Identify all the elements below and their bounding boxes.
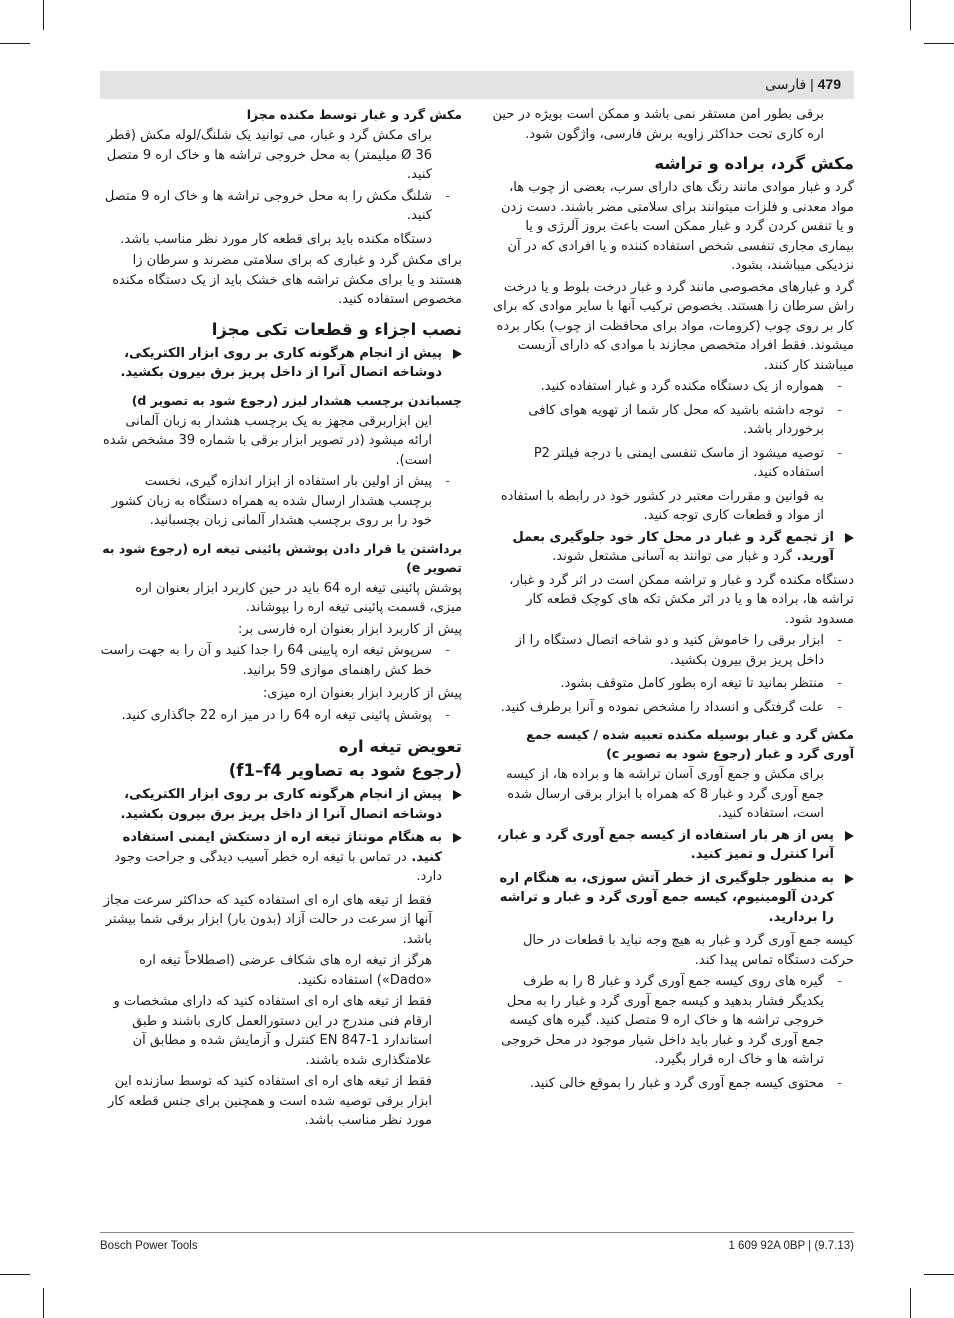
section-heading-bag: مکش گرد و غبار بوسیله مکنده تعبیه شده / کیسه جمع آوری گرد و غبار (رجوع شود به تصویر c) [526, 727, 854, 761]
list-item: - شلنگ مکش را به محل خروجی تراشه ها و خاک اره 9 متصل کنید. [100, 187, 462, 226]
warning-triangle-icon [845, 874, 854, 884]
paragraph: پیش از کاربرد ابزار بعنوان اره فارسی بر: [238, 621, 462, 637]
paragraph: فقط از تیغه های اره ای استفاده کنید که دارای مشخصات و ارقام فنی مندرج در این دستورالعمل کاری باشند و طبق استاندارد EN 847-1 کنترل و آزمایش شده و مطابق آن علامتگذاری شده باشند. [113, 994, 432, 1068]
footer-rule [100, 1232, 854, 1233]
warning-text-rest: گرد و غبار می توانند به آسانی مشتعل شوند. [552, 549, 793, 564]
list-item: - علت گرفتگی و انسداد را مشخص نموده و آنرا برطرف کنید. [492, 698, 854, 718]
paragraph: پیش از کاربرد ابزار بعنوان اره میزی: [262, 686, 462, 701]
paragraph: به قوانین و مقررات معتبر در کشور خود در رابطه با استفاده از مواد و قطعات کاری توجه کنید. [500, 488, 824, 523]
paragraph: پوشش پائینی تیغه اره 64 باید در حین کاربرد ابزار بعنوان اره میزی، قسمت پائینی تیغه اره را بپوشاند. [135, 580, 462, 615]
list-item: - پوشش پائینی تیغه اره 64 را در میز اره 22 جاگذاری کنید. [100, 706, 462, 726]
warning-text: پس از هر بار استفاده از کیسه جمع آوری گرد و غبار، آنرا کنترل و تمیز کنید. [496, 827, 834, 862]
warning-item [100, 828, 462, 887]
paragraph: این ابزاربرقی مجهز به یک برچسب هشدار به زبان آلمانی ارائه میشود (در تصویر ابزار برقی با شماره 39 مشخص شده است). [102, 413, 432, 468]
list-item: - همواره از یک دستگاه مکنده گرد و غبار استفاده کنید. [492, 377, 854, 397]
header-separator: | [806, 76, 814, 92]
warning-item [492, 869, 854, 928]
right-column [492, 105, 854, 1097]
crop-mark [43, 0, 44, 30]
warning-triangle-icon [453, 790, 462, 800]
warning-item [100, 344, 462, 383]
list-item: - توجه داشته باشید که محل کار شما از تهویه هوای کافی برخوردار باشد. [492, 401, 854, 440]
section-heading-lower-cover: برداشتن یا قرار دادن پوشش پائینی تیغه اره (رجوع شود به تصویر e) [102, 540, 462, 575]
crop-mark [924, 43, 954, 44]
crop-mark [43, 1288, 44, 1318]
paragraph: فقط از تیغه های اره ای استفاده کنید که حداکثر سرعت مجاز آنها از سرعت در حالت آزاد (بدون بار) ابزار برقی شما بیشتر باشد. [103, 892, 432, 947]
section-heading-mounting: نصب اجزاء و قطعات تکی مجزا [211, 319, 462, 339]
list-item: - محتوی کیسه جمع آوری گرد و غبار را بموقع خالی کنید. [492, 1074, 854, 1094]
warning-text-rest: در تماس با تیغه اره خطر آسیب دیدگی و جراحت وجود دارد. [114, 849, 442, 884]
paragraph: فقط از تیغه های اره ای استفاده کنید که توسط سازنده این ابزار برقی توصیه شده است و همچنین برای جنس قطعه کار مورد نظر مناسب باشد. [108, 1074, 432, 1128]
section-subheading-replace-blade: (رجوع شود به تصاویر f1–f4) [228, 761, 462, 780]
warning-text: به منظور جلوگیری از خطر آتش سوزی، به هنگام اره کردن آلومینیوم، کیسه جمع آوری گرد و غبار و تراشه را بردارید. [499, 870, 834, 925]
crop-mark [910, 0, 911, 30]
paragraph: کیسه جمع آوری گرد و غبار به هیچ وجه نباید با قطعات در حال حرکت دستگاه تماس پیدا کند. [522, 933, 854, 968]
page-header-bar [100, 71, 854, 99]
paragraph: برقی بطور امن مستقر نمی باشد و ممکن است بویژه در حین اره کاری تحت حداکثر زاویه برش فارسی، واژگون شود. [492, 107, 824, 142]
crop-mark [910, 1288, 911, 1318]
paragraph: برای مکش و جمع آوری آسان تراشه ها و براده ها، از کیسه جمع آوری گرد و غبار 8 که همراه با ابزار برقی ارسال شده است، استفاده کنید. [506, 767, 824, 821]
list-item: - منتظر بمانید تا تیغه اره بطور کامل متوقف بشود. [492, 674, 854, 694]
paragraph: برای مکش گرد و غباری که برای سلامتی مضرند و سرطان زا هستند و یا برای مکش تراشه های خشک باید از یک دستگاه مکنده مخصوص استفاده کنید. [112, 253, 462, 307]
paragraph: گرد و غبار موادی مانند رنگ های دارای سرب، بعضی از چوب ها، مواد معدنی و فلزات میتوانند برای سلامتی مضر باشند. دست زدن و یا تنفس کردن گرد و غبار ممکن است باعث بروز آلرژی و یا بیماری مجاری تنفسی شخص استفاده کننده و یا افرادی که در آن نزدیکی میباشند، بشود. [500, 180, 854, 273]
warning-text: پیش از انجام هرگونه کاری بر روی ابزار الکتریکی، دوشاخه اتصال آنرا از داخل پریز برق بیرون بکشید. [120, 345, 442, 380]
section-heading-replace-blade: تعویض تیغه اره [338, 737, 462, 756]
list-item: - پیش از اولین بار استفاده از ابزار اندازه گیری، نخست برچسب هشدار ارسال شده به همراه دستگاه به زبان کشور خود را بر روی برچسب هشدار آلمانی زبان بچسبانید. [100, 472, 462, 531]
section-heading-dust: مکش گرد، براده و تراشه [654, 154, 854, 173]
paragraph: گرد و غبارهای مخصوصی مانند گرد و غبار درخت بلوط و یا درخت راش سرطان زا هستند. بخصوص ترکیب آنها با سایر موادی که برای کار بر روی چوب (کرومات، مواد برای محافظت از چوب) بکار برده میشوند. فقط افراد متخصص مجازند با موادی که دارای آزبست میباشند کار کنند. [492, 279, 854, 373]
left-column [100, 105, 462, 1133]
warning-text: پیش از انجام هرگونه کاری بر روی ابزار الکتریکی، دوشاخه اتصال آنرا از داخل پریز برق بیرون بکشید. [120, 787, 442, 822]
paragraph: هرگز از تیغه اره های شکاف عرضی (اصطلاحاً تیغه اره «Dado») استفاده نکنید. [139, 953, 432, 988]
section-heading-laser-label: چسباندن برچسب هشدار لیزر (رجوع شود به تصویر d) [131, 392, 462, 408]
warning-item [100, 785, 462, 824]
paragraph: برای مکش گرد و غبار، می توانید یک شلنگ/لوله مکش (قطر 36 Ø میلیمتر) به محل خروجی تراشه ها و خاک اره 9 متصل کنید. [106, 128, 432, 182]
page-header [765, 76, 841, 93]
crop-mark [0, 43, 30, 44]
header-language: فارسی [765, 76, 807, 92]
warning-triangle-icon [453, 349, 462, 359]
crop-mark [924, 1274, 954, 1275]
warning-item [492, 826, 854, 865]
warning-triangle-icon [845, 533, 854, 543]
paragraph: دستگاه مکنده گرد و غبار و تراشه ممکن است در اثر گرد و غبار، تراشه ها، براده ها و یا در اثر مکش تکه های کوچک قطعه کار مسدود شود. [509, 572, 854, 627]
footer-code: 1 609 92A 0BP | (9.7.13) [728, 1240, 854, 1252]
warning-item [492, 528, 854, 567]
crop-mark [0, 1274, 30, 1275]
warning-triangle-icon [453, 833, 462, 843]
section-heading-external-extraction: مکش گرد و غبار توسط مکنده مجزا [246, 107, 462, 122]
warning-text: به هنگام مونتاژ تیغه اره از دستکش ایمنی استفاده کنید. [122, 830, 442, 865]
footer-brand: Bosch Power Tools [100, 1240, 198, 1252]
warning-text: از تجمع گرد و غبار در محل کار خود جلوگیری بعمل آورید. [512, 529, 834, 564]
list-item: - توصیه میشود از ماسک تنفسی ایمنی با درجه فیلتر P2 استفاده کنید. [492, 444, 854, 483]
warning-triangle-icon [845, 831, 854, 841]
paragraph: دستگاه مکنده باید برای قطعه کار مورد نظر مناسب باشد. [120, 231, 432, 247]
list-item: - ابزار برقی را خاموش کنید و دو شاخه اتصال دستگاه را از داخل پریز برق بیرون بکشید. [492, 631, 854, 670]
page-number: 479 [817, 76, 841, 92]
list-item: - گیره های روی کیسه جمع آوری گرد و غبار 8 را به طرف یکدیگر فشار بدهید و کیسه جمع آوری گرد و غبار را به محل خروجی تراشه ها و خاک اره 9 متصل کنید. گیره های کیسه جمع آوری گرد و غبار باید داخل شیار موجود در محل خروجی تراشه ها و خاک اره قرار بگیرد. [492, 972, 854, 1070]
list-item: - سرپوش تیغه اره پایینی 64 را جدا کنید و آن را به جهت راست خط کش راهنمای موازی 59 برانید. [100, 641, 462, 680]
